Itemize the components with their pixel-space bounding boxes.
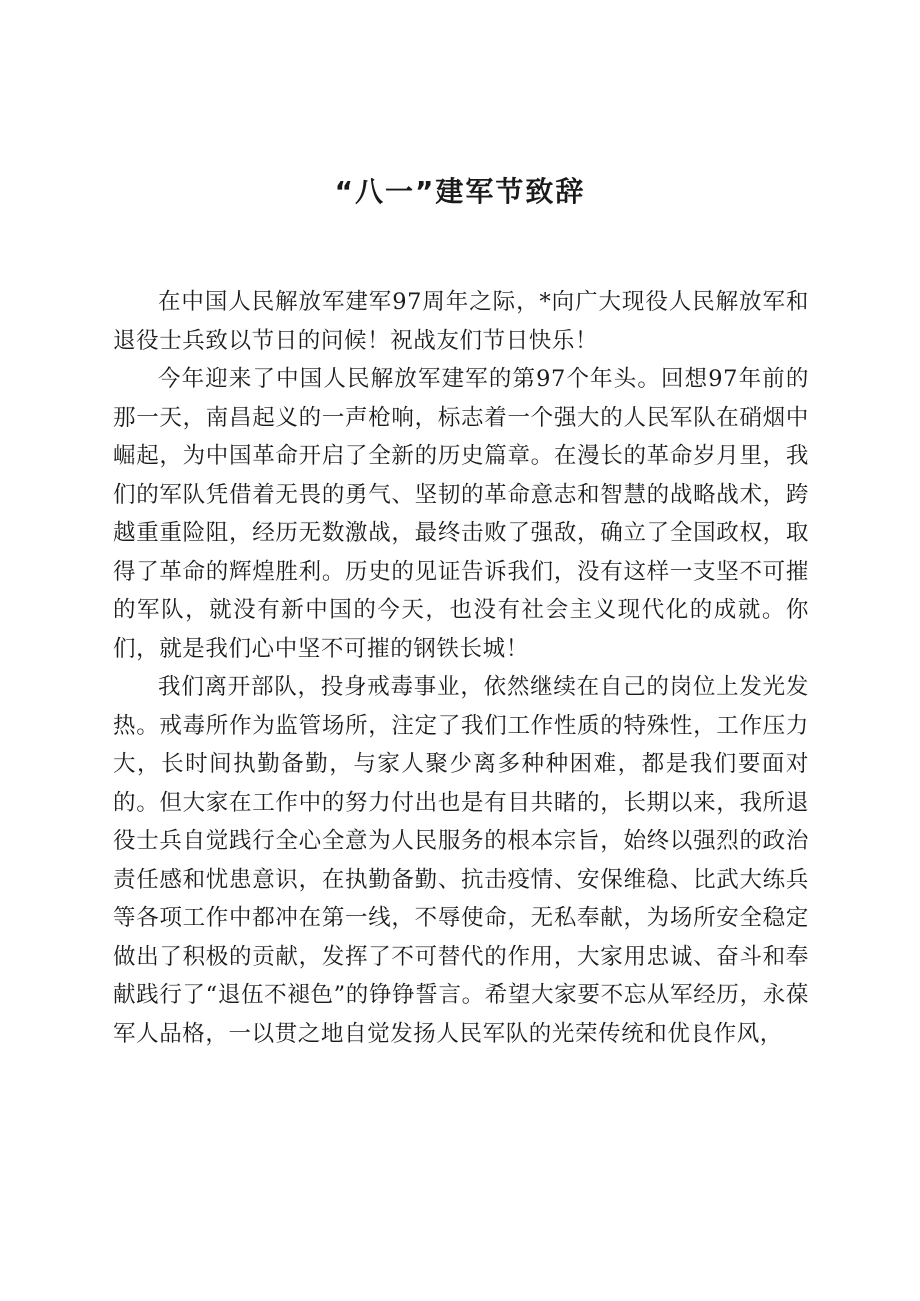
paragraph-service: 我们离开部队，投身戒毒事业，依然继续在自己的岗位上发光发热。戒毒所作为监管场所，注定了我们工作性质的特殊性，工作压力大，长时间执勤备勤，与家人聚少离多种种困难，都是我们要面对的。但大家在工作中的努力付出也是有目共睹的，长期以来，我所退役士兵自觉践行全心全意为人民服务的根本宗旨，始终以强烈的政治责任感和忧患意识，在执勤备勤、抗击疫情、安保维稳、比武大练兵等各项工作中都冲在第一线，不辱使命，无私奉献，为场所安全稳定做出了积极的贡献，发挥了不可替代的作用，大家用忠诚、奋斗和奉献践行了“退伍不褪色”的铮铮誓言。希望大家要不忘从军经历，永葆军人品格，一以贯之地自觉发扬人民军队的光荣传统和优良作风， bbox=[113, 674, 809, 1047]
document-title: “八一”建军节致辞 bbox=[334, 175, 586, 208]
document-body bbox=[113, 283, 809, 1053]
paragraph-history: 今年迎来了中国人民解放军建军的第97个年头。回想97年前的那一天，南昌起义的一声枪响，标志着一个强大的人民军队在硝烟中崛起，为中国革命开启了全新的历史篇章。在漫长的革命岁月里，我们的军队凭借着无畏的勇气、坚韧的革命意志和智慧的战略战术，跨越重重险阻，经历无数激战，最终击败了强敌，确立了全国政权，取得了革命的辉煌胜利。历史的见证告诉我们，没有这样一支坚不可摧的军队，就没有新中国的今天，也没有社会主义现代化的成就。你们，就是我们心中坚不可摧的钢铁长城！ bbox=[113, 366, 809, 662]
paragraph-greeting: 在中国人民解放军建军97周年之际，*向广大现役人民解放军和退役士兵致以节日的问候！祝战友们节日快乐！ bbox=[113, 289, 809, 354]
